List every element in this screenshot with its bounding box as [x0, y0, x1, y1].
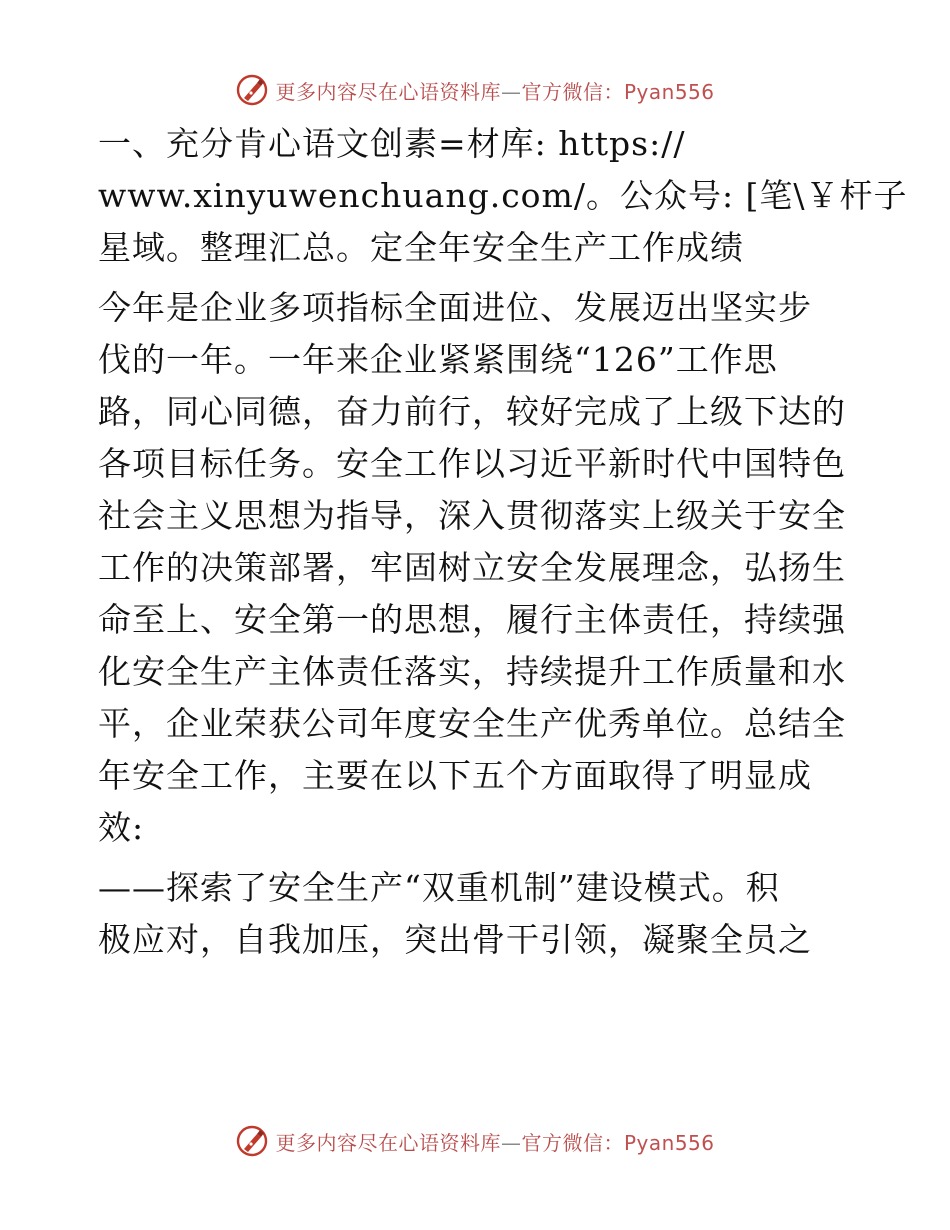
brand-separator: — [500, 79, 522, 104]
wechat-label: 官方微信： [521, 1130, 624, 1155]
wechat-label: 官方微信： [521, 79, 624, 104]
brand-text: 更多内容尽在心语资料库 [275, 1130, 501, 1155]
header-banner-text [275, 76, 714, 105]
document-body [98, 118, 908, 966]
text-line: 化安全生产主体责任落实，持续提升工作质量和水 [98, 652, 846, 691]
text-line: 平，企业荣获公司年度安全生产优秀单位。总结全 [98, 704, 846, 743]
brand-separator: — [500, 1130, 522, 1155]
header-banner-content [235, 73, 714, 107]
text-line: 效: [98, 808, 145, 847]
footer-banner-content [235, 1124, 714, 1158]
text-line: 极应对，自我加压，突出骨干引领，凝聚全员之 [98, 920, 812, 959]
text-line: 路，同心同德，奋力前行，较好完成了上级下达的 [98, 392, 846, 431]
text-line: 年安全工作，主要在以下五个方面取得了明显成 [98, 756, 812, 795]
paragraph-heading [98, 118, 908, 274]
text-line: 一、充分肯心语文创素=材库: https:// [98, 124, 686, 163]
text-line: 星域。整理汇总。定全年安全生产工作成绩 [98, 228, 744, 267]
pen-nib-logo-icon [235, 1124, 269, 1158]
text-line: 工作的决策部署，牢固树立安全发展理念，弘扬生 [98, 548, 846, 587]
footer-banner-text [275, 1127, 714, 1156]
text-line: 社会主义思想为指导，深入贯彻落实上级关于安全 [98, 496, 846, 535]
paragraph-dual-mechanism [98, 862, 858, 966]
text-line: 伐的一年。一年来企业紧紧围绕“126”工作思 [98, 340, 778, 379]
pen-nib-logo-icon [235, 73, 269, 107]
text-line: 各项目标任务。安全工作以习近平新时代中国特色 [98, 444, 846, 483]
wechat-id: Pyan556 [623, 1130, 715, 1155]
text-line: ——探索了安全生产“双重机制”建设模式。积 [98, 868, 780, 907]
wechat-id: Pyan556 [623, 79, 715, 104]
paragraph-summary [98, 282, 858, 854]
text-line: www.xinyuwenchuang.com/。公众号: [笔\￥杆子 [98, 176, 908, 215]
text-line: 今年是企业多项指标全面进位、发展迈出坚实步 [98, 288, 812, 327]
text-line: 命至上、安全第一的思想，履行主体责任，持续强 [98, 600, 846, 639]
footer-banner [0, 1121, 950, 1161]
brand-text: 更多内容尽在心语资料库 [275, 79, 501, 104]
header-banner [0, 70, 950, 110]
